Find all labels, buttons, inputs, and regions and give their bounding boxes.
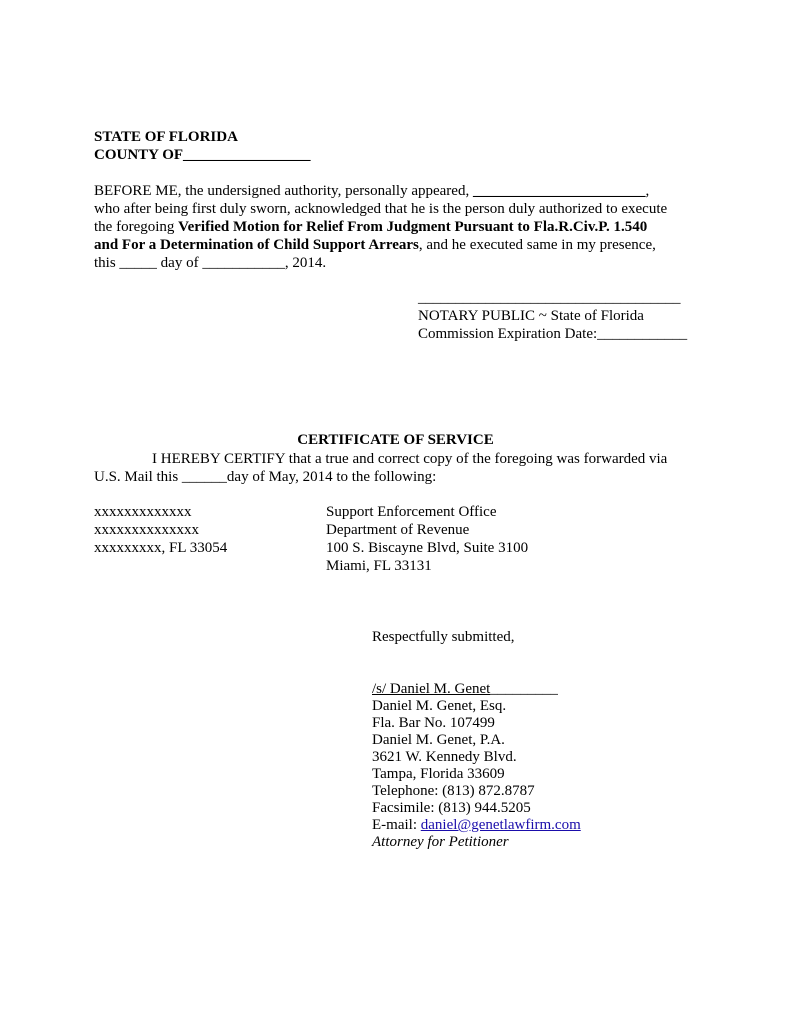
notary-title: NOTARY PUBLIC ~ State of Florida bbox=[418, 308, 644, 324]
certificate-line-2: U.S. Mail this ______day of May, 2014 to the following: bbox=[94, 469, 437, 485]
recipient-left-line: xxxxxxxxxxxxxx bbox=[94, 522, 199, 538]
notary-signature-line: ___________________________________ bbox=[418, 290, 681, 306]
recipient-right-line: Department of Revenue bbox=[326, 522, 470, 538]
motion-title: Verified Motion for Relief From Judgment Pursuant to Fla.R.Civ.P. 1.540 bbox=[178, 219, 648, 235]
email-link[interactable]: daniel@genetlawfirm.com bbox=[420, 817, 581, 833]
firm-name: Daniel M. Genet, P.A. bbox=[372, 732, 505, 748]
telephone: Telephone: (813) 872.8787 bbox=[372, 783, 535, 799]
affidavit-line-1: BEFORE ME, the undersigned authority, personally appeared, _______________________, bbox=[94, 183, 650, 199]
email-line: E-mail: daniel@genetlawfirm.com bbox=[372, 817, 581, 833]
motion-title-cont: and For a Determination of Child Support Arrears bbox=[94, 237, 419, 253]
city-state-zip: Tampa, Florida 33609 bbox=[372, 766, 505, 782]
bar-number: Fla. Bar No. 107499 bbox=[372, 715, 495, 731]
recipient-right-line: 100 S. Biscayne Blvd, Suite 3100 bbox=[326, 540, 529, 556]
affidavit-line-2: who after being first duly sworn, acknowledged that he is the person duly authorized to execute bbox=[94, 201, 668, 217]
attorney-name: Daniel M. Genet, Esq. bbox=[372, 698, 507, 714]
affidavit-line-4: and For a Determination of Child Support Arrears, and he executed same in my presence, bbox=[94, 237, 656, 253]
state-heading: STATE OF FLORIDA bbox=[94, 129, 238, 145]
street-address: 3621 W. Kennedy Blvd. bbox=[372, 749, 517, 765]
recipient-left-line: xxxxxxxxx, FL 33054 bbox=[94, 540, 228, 556]
facsimile: Facsimile: (813) 944.5205 bbox=[372, 800, 531, 816]
recipient-right-line: Support Enforcement Office bbox=[326, 504, 497, 520]
attorney-role: Attorney for Petitioner bbox=[372, 834, 509, 850]
certificate-line-1: I HEREBY CERTIFY that a true and correct copy of the foregoing was forwarded via bbox=[152, 451, 668, 467]
affidavit-line-3: the foregoing Verified Motion for Relief From Judgment Pursuant to Fla.R.Civ.P. 1.540 bbox=[94, 219, 648, 235]
recipient-left-line: xxxxxxxxxxxxx bbox=[94, 504, 192, 520]
commission-expiration: Commission Expiration Date:____________ bbox=[418, 326, 688, 342]
electronic-signature: /s/ Daniel M. Genet_________ bbox=[372, 681, 558, 697]
affidavit-line-5: this _____ day of ___________, 2014. bbox=[94, 255, 327, 271]
recipient-right-line: Miami, FL 33131 bbox=[326, 558, 432, 574]
affidavit-paragraph bbox=[94, 182, 694, 272]
county-heading: COUNTY OF_________________ bbox=[94, 147, 311, 163]
closing-text: Respectfully submitted, bbox=[372, 629, 515, 645]
certificate-heading: CERTIFICATE OF SERVICE bbox=[297, 432, 494, 448]
